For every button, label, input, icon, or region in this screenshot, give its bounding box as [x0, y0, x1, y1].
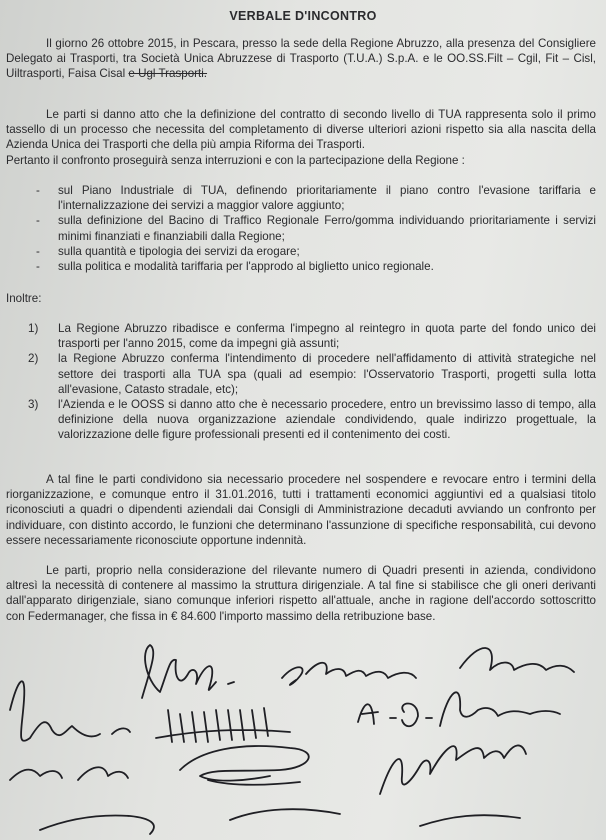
bullet-list	[6, 183, 596, 274]
bullet-item	[6, 213, 596, 243]
signature-10	[112, 682, 234, 734]
bullet-dash: -	[36, 244, 40, 258]
bullet-text: sulla politica e modalità tariffaria per l'approdo al biglietto unico regionale.	[58, 260, 434, 274]
bullet-item	[6, 244, 596, 259]
signature-7	[180, 746, 309, 785]
bullet-dash: -	[36, 214, 40, 228]
paragraph-second-level: Le parti si danno atto che la definizione del contratto di secondo livello di TUA rappresenta solo il primo tassello di un processo che necessita del completamento di diverse ulteriori azioni rispetto sia alla nascita della Azienda Unica dei Trasporti che della più ampia Riforma dei Trasporti.	[6, 108, 596, 152]
bullet-dash: -	[36, 184, 40, 197]
signature-1	[142, 645, 216, 698]
signature-6	[10, 767, 128, 780]
signature-9	[40, 809, 520, 834]
paragraph-inoltre: Inoltre:	[6, 292, 42, 305]
intro-paragraph	[6, 36, 596, 82]
numbered-item	[6, 321, 596, 351]
bullet-text: sulla definizione del Bacino di Traffico Regionale Ferro/gomma individuando prioritariamente i servizi minimi finanziati e finanziabili dalla Regione;	[58, 214, 596, 243]
signatures-area	[0, 630, 606, 840]
paragraph-pertanto: Pertanto il confronto proseguirà senza interruzioni e con la partecipazione della Regione :	[6, 154, 465, 167]
bullet-item	[6, 183, 596, 213]
signature-2	[282, 648, 574, 685]
signature-4	[156, 708, 290, 742]
numbered-item	[6, 397, 596, 443]
numbered-list	[6, 321, 596, 443]
item-number: 2)	[28, 352, 39, 366]
signature-3	[10, 681, 100, 741]
item-number: 1)	[28, 322, 39, 335]
signature-8	[380, 745, 526, 794]
item-text: l'Azienda e le OOSS si danno atto che è necessario procedere, entro un brevissimo lasso di tempo, alla definizione della nuova organizzazione aziendale condividendo, quale indirizzo progettuale, la valorizzazione delle figure professionali presenti ed il contenimento dei costi.	[58, 398, 596, 442]
item-text: la Regione Abruzzo conferma l'intendimento di procedere nell'affidamento di attività strategiche nel settore dei trasporti alla TUA spa (quali ad esempio: l'Osservatorio Trasporti, progetti sulla lotta all'evasione, Catasto stradale, etc);	[58, 352, 596, 396]
paragraph-quadri: Le parti, proprio nella considerazione del rilevante numero di Quadri presenti in azienda, condividono altresì la necessità di contenere al massimo la struttura dirigenziale. A tal fine si stabilisce che gli oneri derivanti dall'apparato dirigenziale, siano comunque inferiori rispetto all'attuale, anche in ragione dell'accordo sottoscritto con Federmanager, che fissa in € 84.600 l'importo massimo della retribuzione base.	[6, 564, 596, 623]
signature-5	[358, 692, 560, 726]
item-text: La Regione Abruzzo ribadisce e conferma l'impegno al reintegro in quota parte del fondo unico dei trasporti per l'anno 2015, come da impegni già assunti;	[58, 322, 596, 351]
bullet-item	[6, 259, 596, 274]
bullet-dash: -	[36, 260, 40, 274]
item-number: 3)	[28, 398, 39, 412]
bullet-text: sul Piano Industriale di TUA, definendo prioritariamente il piano contro l'evasione tariffaria e l'internalizzazione dei servizi a maggior valore aggiunto;	[58, 184, 596, 213]
document-title: VERBALE D'INCONTRO	[229, 9, 377, 23]
handwritten-signatures	[0, 630, 606, 840]
paragraph-a-tal-fine: A tal fine le parti condividono sia necessario procedere nel sospendere e revocare entro i termini della riorganizzazione, e comunque entro il 31.01.2016, tutti i trattamenti economici aggiuntivi ed a qualsiasi titolo riconosciuti a quadri o dipendenti aziendali dai Consigli di Amministrazione decaduti avviando un confronto per individuare, con distinto accordo, le funzioni che determinano l'assunzione di specifiche responsabilità, cui devono essere necessariamente riconosciute opportune indennità.	[6, 473, 596, 547]
numbered-item	[6, 351, 596, 397]
bullet-text: sulla quantità e tipologia dei servizi da erogare;	[58, 244, 300, 258]
struck-text: e Ugl Trasporti.	[128, 67, 208, 81]
intro-text: Il giorno 26 ottobre 2015, in Pescara, presso la sede della Regione Abruzzo, alla presenza del Consigliere Delegato ai Trasporti, tra Società Unica Abruzzese di Trasporto (T.U.A.) S.p.A. e le OO.SS.Filt – Cgil, Fit – Cisl, Uiltrasporti, Faisa Cisal	[6, 37, 596, 81]
